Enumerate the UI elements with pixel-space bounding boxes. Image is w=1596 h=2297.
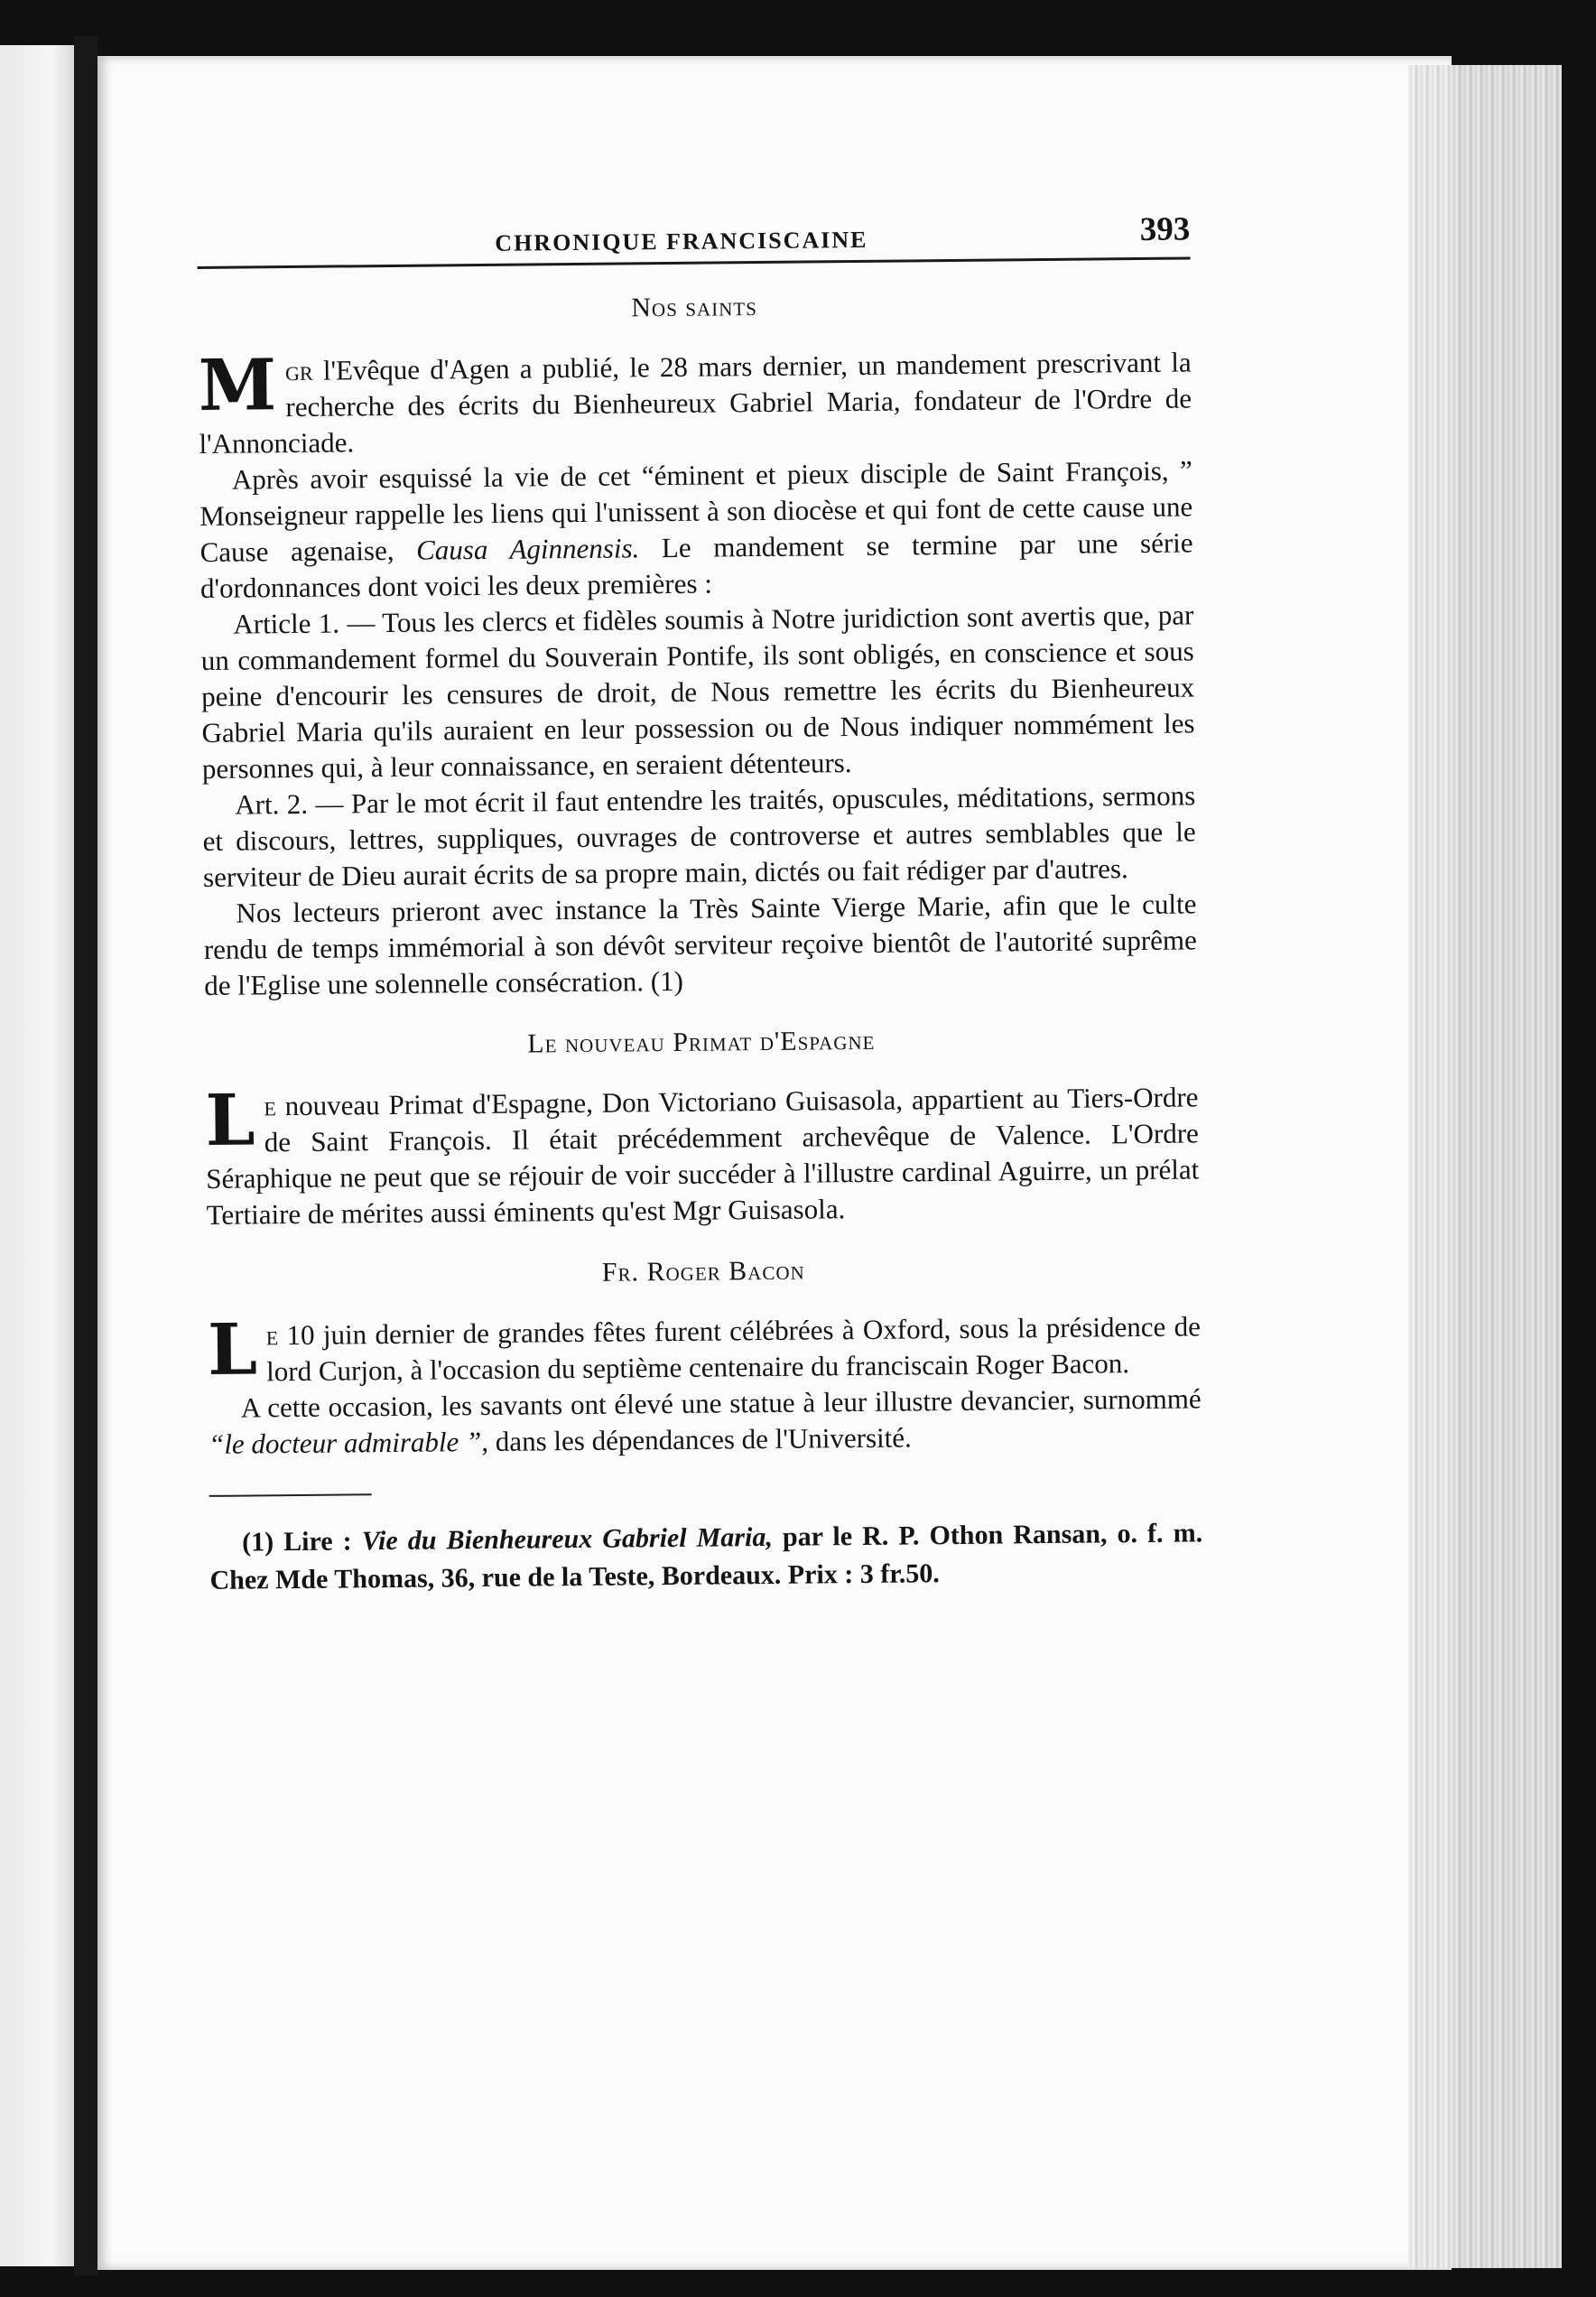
drop-cap: L	[207, 1308, 258, 1391]
paragraph: Art. 2. — Par le mot écrit il faut entendre les traités, opuscules, méditations, sermons et discours, lettres, suppliques, ouvrages de controverse et autres semblables que le serviteur de Dieu aurait écrits de sa propre main, dictés ou fait rédiger par d'autres.	[202, 779, 1196, 893]
text-column	[197, 202, 1203, 1599]
page-stack-edge	[1408, 65, 1562, 2268]
footnote	[209, 1514, 1203, 1600]
paragraph-text: nouveau Primat d'Espagne, Don Victoriano Guisasola, appartient au Tiers-Ordre de Saint François. Il était précédemment archevêque de Valence. L'Ordre Séraphique ne peut que se réjouir de voir succéder à l'illustre cardinal Aguirre, un prélat Tertiaire de mérites aussi éminents qu'est Mgr Guisasola.	[206, 1081, 1200, 1231]
section-heading-nos-saints: Nos saints	[631, 292, 757, 323]
paragraph	[205, 1079, 1199, 1233]
drop-cap: M	[198, 344, 277, 427]
paragraph-text: 10 juin dernier de grandes fêtes furent célébrées à Oxford, sous la présidence de lord Curjon, à l'occasion du septième centenaire du franciscain Roger Bacon.	[266, 1310, 1202, 1388]
smallcaps-lead: gr	[284, 354, 313, 387]
footnote-rest: par le R. P. Othon Ransan, o. f. m. Chez Mde Thomas, 36, rue de la Teste, Bordeaux. Prix : 3 fr.50.	[209, 1518, 1203, 1595]
drop-cap: L	[205, 1079, 255, 1162]
smallcaps-lead: e	[265, 1319, 279, 1352]
paragraph	[199, 344, 1192, 462]
paragraph-text: A cette occasion, les savants ont élevé une statue à leur illustre devancier, surnommé	[240, 1382, 1202, 1424]
footnote-title: Vie du Bienheureux Gabriel Maria,	[361, 1521, 774, 1557]
footnote-rule	[209, 1493, 372, 1497]
paragraph: Article 1. — Tous les clercs et fidèles soumis à Notre juridiction sont avertis que, par un commandement formel du Souverain Pontife, ils sont obligés, en conscience et sous peine d'encourir les censures de droit, de Nous remettre les écrits du Bienheureux Gabriel Maria qu'ils auraient en leur possession ou de Nous indiquer nommément les personnes qui, à leur connaissance, en seraient détenteurs.	[200, 599, 1195, 785]
left-page-edge	[0, 45, 74, 2266]
italic-text: “le docteur admirable ”	[208, 1426, 482, 1460]
italic-text: Causa Aginnensis.	[415, 532, 640, 566]
paragraph	[200, 452, 1193, 607]
section-heading-roger-bacon: Fr. Roger Bacon	[601, 1255, 805, 1288]
paragraph-text: Après avoir esquissé la vie de cet “éminent et pieux disciple de Saint François, ” Monseigneur rappelle les liens qui l'unissent à son diocèse et qui font de cette cause une Cause agenaise,	[200, 454, 1193, 568]
running-title: CHRONIQUE FRANCISCAINE	[495, 226, 868, 256]
paragraph	[208, 1308, 1202, 1390]
paragraph-text: l'Evêque d'Agen a publié, le 28 mars dernier, un mandement prescrivant la recherche des écrits du Bienheureux Gabriel Maria, fondateur de l'Ordre de l'Annonciade.	[199, 346, 1192, 460]
smallcaps-lead: e	[264, 1090, 276, 1122]
footnote-lead: (1) Lire :	[241, 1526, 362, 1558]
paragraph: Nos lecteurs prieront avec instance la Très Sainte Vierge Marie, afin que le culte rendu de temps immémorial à son dévôt serviteur reçoive bientôt de l'autorité suprême de l'Eglise une solennelle consécration. (1)	[203, 888, 1197, 1001]
page-number: 393	[1139, 210, 1191, 248]
paragraph-text: Le mandement se termine par une série d'ordonnances dont voici les deux premières :	[200, 526, 1193, 604]
running-header	[197, 202, 1191, 269]
book-gutter	[74, 36, 97, 2275]
section-heading-primat: Le nouveau Primat d'Espagne	[527, 1025, 876, 1059]
paragraph	[209, 1381, 1202, 1463]
paragraph-text: , dans les dépendances de l'Université.	[481, 1421, 912, 1458]
